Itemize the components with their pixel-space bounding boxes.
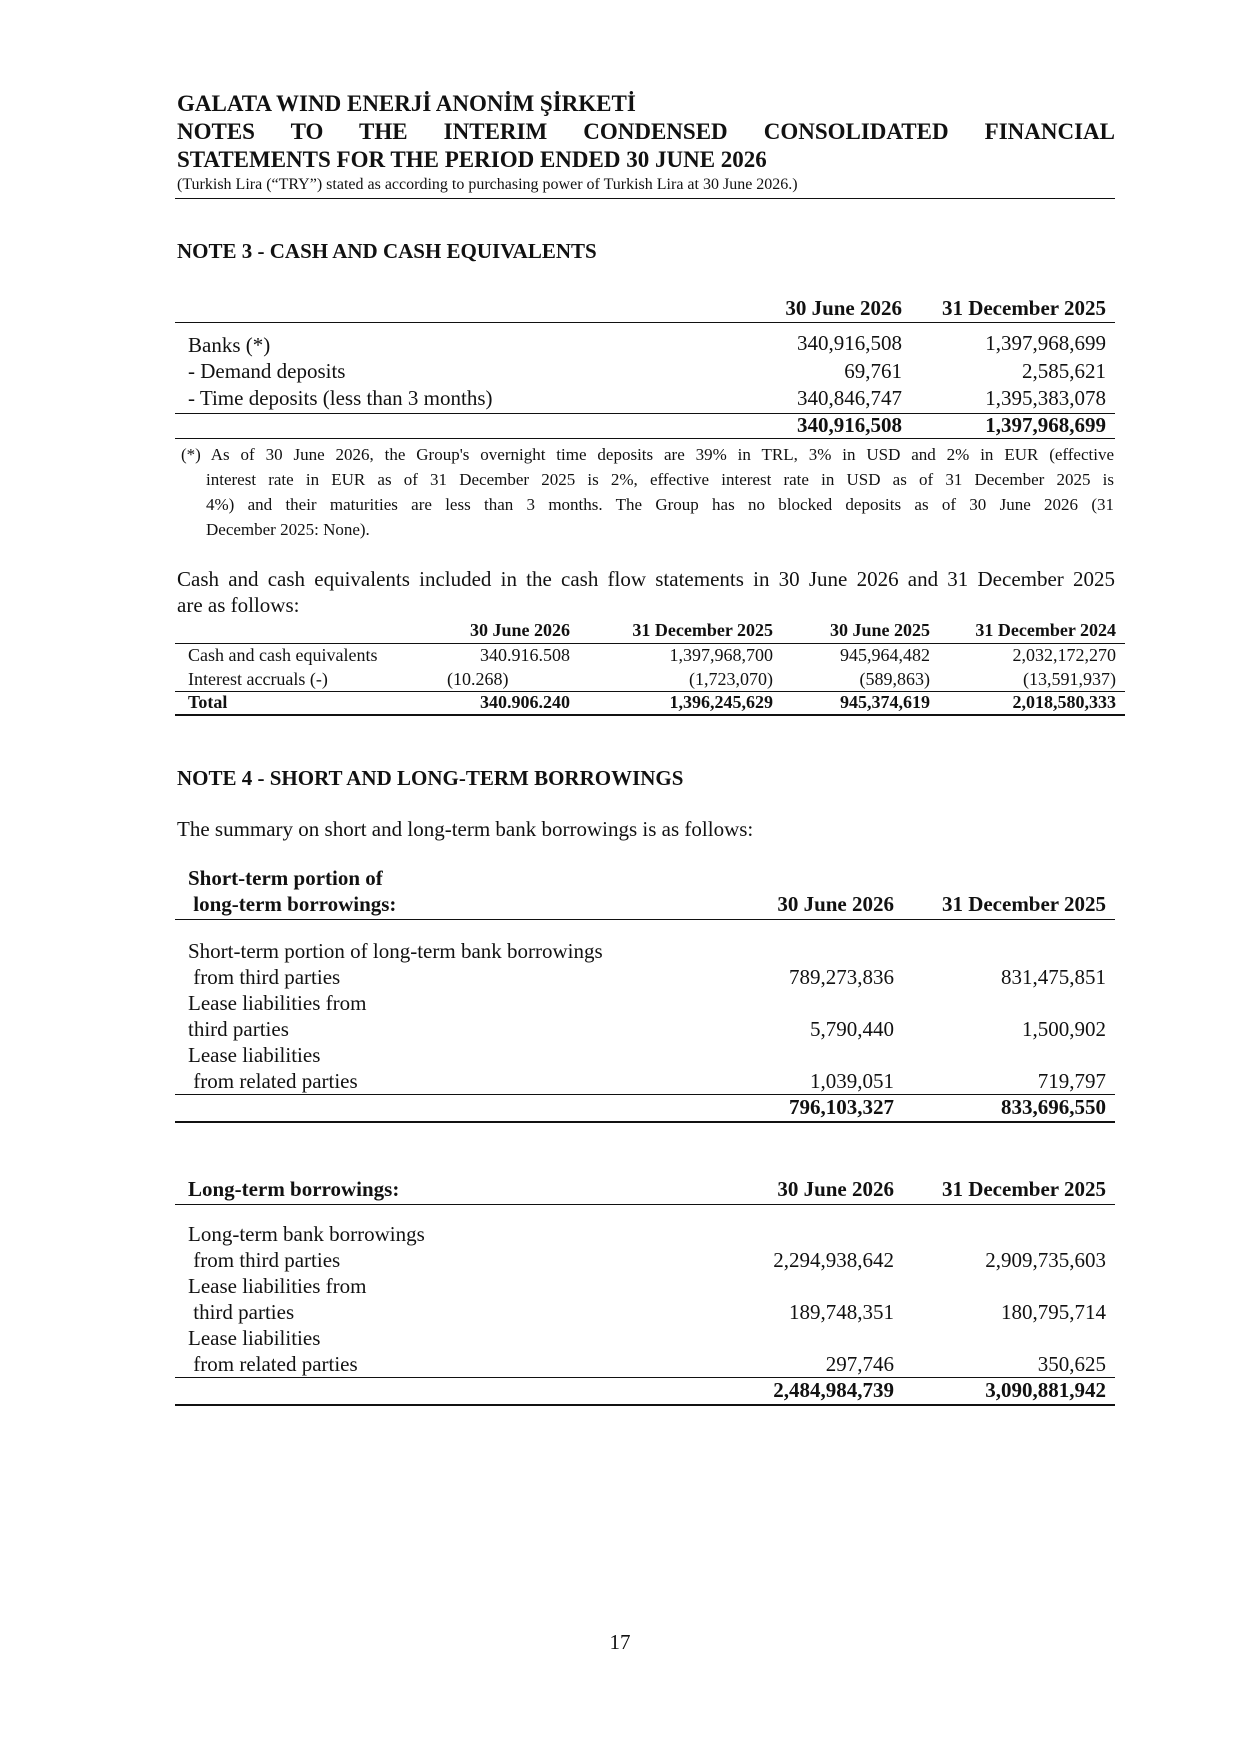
cf-total-cell: 2,018,580,333 <box>1012 692 1116 712</box>
cf-cell: (589,863) <box>859 669 930 689</box>
note3-col-header-1: 30 June 2026 <box>785 296 902 320</box>
cf-cell: (1,723,070) <box>689 669 773 689</box>
report-title-line2: STATEMENTS FOR THE PERIOD ENDED 30 JUNE 2026 <box>177 147 767 172</box>
note3-row-value: 69,761 <box>844 359 902 383</box>
short-term-row-label: third parties <box>188 1017 289 1041</box>
cashflow-intro-line: are as follows: <box>177 593 300 617</box>
note3-row-label: - Demand deposits <box>188 359 346 383</box>
short-term-bottom-rule <box>175 1121 1115 1123</box>
cf-row-label: Interest accruals (-) <box>188 669 328 689</box>
report-subtitle: (Turkish Lira (“TRY”) stated as according to purchasing power of Turkish Lira at 30 June 2026.) <box>177 176 798 193</box>
note3-header-rule <box>175 322 1115 323</box>
cf-header-rule <box>175 643 1125 644</box>
note3-bottom-rule <box>175 438 1115 439</box>
note3-row-label: - Time deposits (less than 3 months) <box>188 386 493 410</box>
cf-cell: 340.916.508 <box>480 645 570 665</box>
long-term-cell: 2,909,735,603 <box>985 1248 1106 1272</box>
cf-cell: (10.268) <box>447 669 509 689</box>
cf-cell: (13,591,937) <box>1023 669 1116 689</box>
note4-intro: The summary on short and long-term bank borrowings is as follows: <box>177 817 754 841</box>
note3-row-label: Banks (*) <box>188 333 271 357</box>
note3-footnote-line: December 2025: None). <box>206 520 370 539</box>
cf-col-header: 31 December 2025 <box>632 620 773 640</box>
cf-cell: 2,032,172,270 <box>1012 645 1116 665</box>
note3-footnote-line: 4%) and their maturities are less than 3 months. The Group has no blocked deposits as of 30 June 2026 (31 <box>206 495 1114 514</box>
long-term-total: 3,090,881,942 <box>985 1378 1106 1402</box>
long-term-header-rule <box>175 1204 1115 1205</box>
cf-total-cell: 340.906.240 <box>480 692 570 712</box>
cashflow-intro-line: Cash and cash equivalents included in the cash flow statements in 30 June 2026 and 31 December 2025 <box>177 567 1115 591</box>
long-term-heading: Long-term borrowings: <box>188 1177 400 1201</box>
long-term-cell: 297,746 <box>825 1352 894 1376</box>
long-term-row-label: Lease liabilities from <box>188 1274 367 1298</box>
header-divider <box>175 198 1115 199</box>
short-term-row-label: from third parties <box>188 965 341 989</box>
note3-col-header-2: 31 December 2025 <box>941 296 1106 320</box>
note3-row-value: 1,397,968,699 <box>985 331 1106 355</box>
long-term-row-label: from related parties <box>188 1352 358 1376</box>
note3-row-value: 340,846,747 <box>797 386 902 410</box>
long-term-total: 2,484,984,739 <box>773 1378 894 1402</box>
long-term-bottom-rule <box>175 1404 1115 1406</box>
long-term-col-header: 31 December 2025 <box>941 1177 1106 1201</box>
long-term-cell: 2,294,938,642 <box>773 1248 894 1272</box>
cf-total-label: Total <box>188 692 228 712</box>
short-term-cell: 1,039,051 <box>810 1069 894 1093</box>
cf-total-cell: 1,396,245,629 <box>669 692 773 712</box>
note3-row-value: 1,395,383,078 <box>985 386 1106 410</box>
note3-total-value: 1,397,968,699 <box>985 413 1106 437</box>
short-term-cell: 5,790,440 <box>810 1017 894 1041</box>
short-term-header-rule <box>175 919 1115 920</box>
cf-col-header: 31 December 2024 <box>975 620 1116 640</box>
long-term-col-header: 30 June 2026 <box>777 1177 894 1201</box>
short-term-heading: long-term borrowings: <box>188 892 397 916</box>
cf-cell: 945,964,482 <box>840 645 930 665</box>
short-term-col-header: 31 December 2025 <box>941 892 1106 916</box>
cf-col-header: 30 June 2025 <box>829 620 930 640</box>
short-term-row-label: Lease liabilities from <box>188 991 367 1015</box>
note3-footnote-line: (*) As of 30 June 2026, the Group's overnight time deposits are 39% in TRL, 3% in USD and 2% in EUR (effective <box>181 445 1114 464</box>
short-term-total: 833,696,550 <box>1001 1095 1106 1119</box>
long-term-row-label: Long-term bank borrowings <box>188 1222 425 1246</box>
short-term-cell: 789,273,836 <box>789 965 894 989</box>
cf-col-header: 30 June 2026 <box>469 620 570 640</box>
note3-row-value: 340,916,508 <box>797 331 902 355</box>
note3-row-value: 2,585,621 <box>1022 359 1106 383</box>
company-name: GALATA WIND ENERJİ ANONİM ŞİRKETİ <box>177 91 636 116</box>
short-term-heading: Short-term portion of <box>188 866 383 890</box>
note3-title: NOTE 3 - CASH AND CASH EQUIVALENTS <box>177 239 597 263</box>
long-term-row-label: third parties <box>188 1300 295 1324</box>
note4-title: NOTE 4 - SHORT AND LONG-TERM BORROWINGS <box>177 766 684 790</box>
short-term-row-label: from related parties <box>188 1069 358 1093</box>
short-term-cell: 1,500,902 <box>1022 1017 1106 1041</box>
long-term-cell: 350,625 <box>1037 1352 1106 1376</box>
short-term-cell: 831,475,851 <box>1001 965 1106 989</box>
cf-total-cell: 945,374,619 <box>840 692 930 712</box>
cf-bottom-rule <box>175 714 1125 716</box>
cf-row-label: Cash and cash equivalents <box>188 645 378 665</box>
long-term-row-label: from third parties <box>188 1248 341 1272</box>
cf-cell: 1,397,968,700 <box>669 645 773 665</box>
page-number: 17 <box>609 1630 631 1654</box>
report-title-line1: NOTES TO THE INTERIM CONDENSED CONSOLIDATED FINANCIAL <box>177 119 1115 144</box>
long-term-cell: 180,795,714 <box>1001 1300 1106 1324</box>
short-term-row-label: Lease liabilities <box>188 1043 321 1067</box>
note3-total-value: 340,916,508 <box>797 413 902 437</box>
short-term-row-label: Short-term portion of long-term bank borrowings <box>188 939 603 963</box>
short-term-col-header: 30 June 2026 <box>777 892 894 916</box>
long-term-cell: 189,748,351 <box>789 1300 894 1324</box>
long-term-row-label: Lease liabilities <box>188 1326 321 1350</box>
short-term-total: 796,103,327 <box>789 1095 894 1119</box>
short-term-cell: 719,797 <box>1037 1069 1106 1093</box>
note3-footnote-line: interest rate in EUR as of 31 December 2025 is 2%, effective interest rate in USD as of 31 December 2025 is <box>206 470 1114 489</box>
